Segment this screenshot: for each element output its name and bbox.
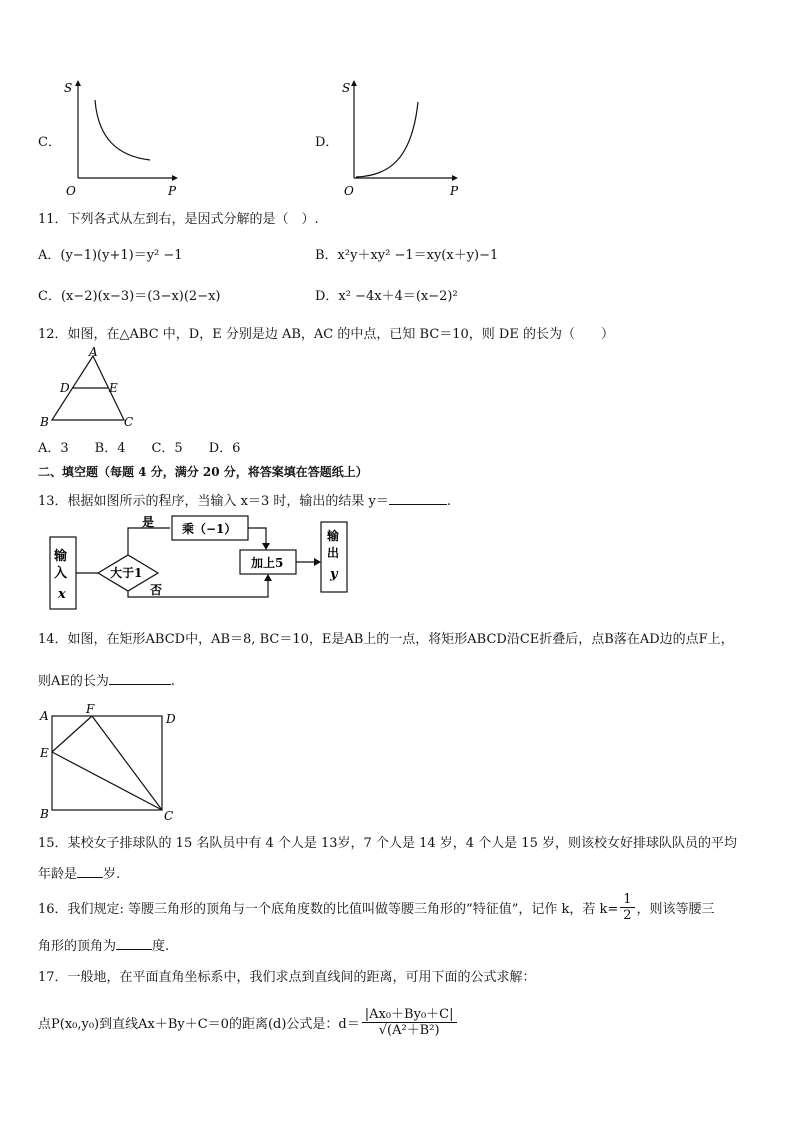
q16-fraction-den: 2 — [623, 907, 632, 923]
q15-unit: 岁. — [103, 867, 121, 882]
q10-graph-d — [340, 78, 464, 198]
q12-label-e: E — [109, 381, 118, 395]
q17-formula-num: |Ax₀＋By₀＋C| — [362, 1007, 457, 1023]
q14-end: . — [170, 674, 176, 689]
q13-add-text: 加上5 — [251, 556, 284, 570]
q15-line2-text: 年龄是 — [38, 867, 78, 882]
q12-triangle-figure — [36, 346, 136, 430]
q14-label-e: E — [40, 746, 49, 760]
q13-input-l2: 入 — [54, 566, 68, 581]
q13-yes-label: 是 — [142, 515, 155, 529]
q14-label-a: A — [40, 709, 49, 723]
q15-line2 — [38, 863, 120, 882]
q10c-s-label: S — [64, 81, 73, 95]
q13-end: . — [446, 494, 452, 509]
q13-decision-text: 大于1 — [110, 566, 143, 580]
q10d-p-label: P — [450, 184, 459, 198]
q16-line1b: ，则该等腰三 — [636, 901, 715, 917]
q13-no-label: 否 — [150, 583, 163, 597]
q13-output-l2: 出 — [327, 546, 340, 560]
q14-stem: 14．如图，在矩形ABCD中，AB＝8, BC＝10，E是AB上的一点，将矩形ABCD沿CE折叠后，点B落在AD边的点F上， — [38, 632, 734, 647]
q17-line1: 17．一般地，在平面直角坐标系中，我们求点到直线间的距离，可用下面的公式求解： — [38, 970, 536, 985]
q13-output-l1: 输 — [327, 529, 340, 543]
q13-multiply-text: 乘（−1） — [182, 522, 237, 536]
q10c-o-label: O — [66, 184, 76, 198]
q11-option-c: C．(x−2)(x−3)＝(3−x)(2−x) — [38, 289, 221, 304]
q17-formula-den: √(A²＋B²) — [378, 1022, 440, 1038]
q17-line2 — [38, 1000, 459, 1044]
q12-label-d: D — [60, 381, 70, 395]
q12-stem: 12．如图，在△ABC 中，D，E 分别是边 AB，AC 的中点，已知 BC＝10，则 DE 的长为（ ） — [38, 327, 614, 342]
q10c-p-label: P — [168, 184, 177, 198]
q17-formula-fraction — [362, 1007, 457, 1038]
q13-flowchart — [40, 512, 380, 612]
q10-option-c-label: C． — [38, 135, 61, 150]
q13-stem: 13．根据如图所示的程序，当输入 x＝3 时，输出的结果 y＝ — [38, 494, 389, 509]
q13-stem-line — [38, 490, 451, 509]
q11-option-a: A．(y−1)(y+1)＝y² −1 — [38, 248, 183, 263]
q11-stem: 11．下列各式从左到右，是因式分解的是（ ）. — [38, 212, 319, 227]
q16-fraction — [620, 892, 634, 923]
q14-answer-blank — [109, 672, 171, 685]
q11-option-d: D．x² −4x＋4＝(x−2)² — [315, 289, 458, 304]
q14-label-f: F — [86, 702, 95, 716]
q16-fraction-num: 1 — [620, 892, 634, 908]
q15-answer-blank — [77, 865, 103, 878]
q14-rectangle-figure — [36, 702, 186, 824]
q16-line2 — [38, 935, 169, 954]
q13-input-l1: 输 — [54, 549, 68, 564]
q12-label-c: C — [124, 415, 134, 429]
q14-label-d: D — [166, 712, 176, 726]
q14-label-c: C — [164, 809, 174, 823]
q16-answer-blank — [116, 937, 152, 950]
q12-label-b: B — [40, 415, 49, 429]
q10-option-d-label: D． — [315, 135, 339, 150]
q14-line2 — [38, 670, 175, 689]
section-2-heading: 二、填空题（每题 4 分，满分 20 分，将答案填在答题纸上） — [38, 465, 368, 479]
q16-unit: 度. — [152, 939, 170, 954]
q16-line1a: 16．我们规定: 等腰三角形的顶角与一个底角度数的比值叫做等腰三角形的“特征值”，记作 k，若 k= — [38, 901, 619, 917]
q13-input-x: x — [58, 587, 66, 602]
q16-line1 — [38, 890, 715, 924]
q10-graph-c — [62, 78, 182, 198]
q12-label-a: A — [89, 346, 98, 359]
q14-line2-text: 则AE的长为 — [38, 674, 109, 689]
q13-answer-blank — [389, 492, 447, 505]
q12-options: A．3 B．4 C．5 D．6 — [38, 441, 241, 456]
q10d-s-label: S — [342, 81, 351, 95]
q15-line1: 15．某校女子排球队的 15 名队员中有 4 个人是 13岁，7 个人是 14 岁，4 个人是 15 岁，则该校女好排球队队员的平均 — [38, 836, 737, 851]
q11-option-b: B．x²y＋xy² −1＝xy(x＋y)−1 — [315, 248, 499, 263]
q17-line2-text: 点P(x₀,y₀)到直线Ax＋By＋C＝0的距离(d)公式是：d＝ — [38, 1016, 360, 1032]
q13-output-y: y — [330, 567, 338, 582]
q10d-o-label: O — [344, 184, 354, 198]
q14-label-b: B — [40, 807, 49, 821]
q16-line2-text: 角形的顶角为 — [38, 939, 117, 954]
